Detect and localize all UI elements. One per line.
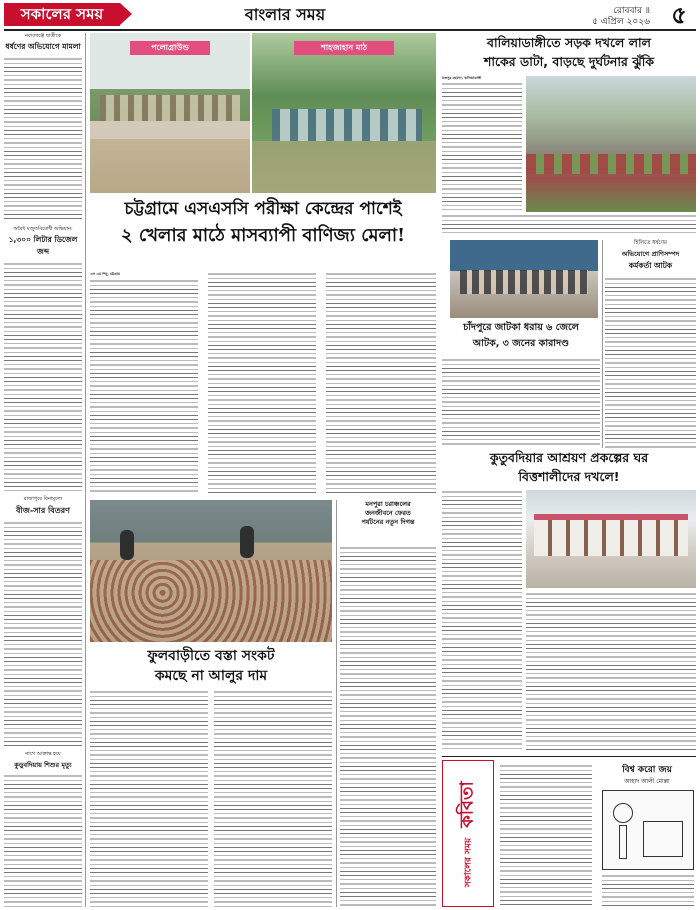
kutubdia-text-col-2 [526,592,696,752]
main-article-col-3 [326,272,436,495]
kutubdia-headline-line-1: কুতুবদিয়ার আশ্রয়ণ প্রকল্পের ঘর [489,450,649,465]
photo-shahjahan-field [252,33,436,193]
kutubdia-text-col-1 [442,490,522,752]
main-article-col-1 [90,279,198,495]
left-headline-1: ধর্ষণের অভিযোগে মামলা [5,42,81,51]
ad-vertical-word: কবিতা [456,781,478,828]
potato-headline-line-1: ফুলবাড়ীতে বস্তা সংকট [147,648,275,664]
ad-vertical-logo-text: সকালের সময় [463,837,474,888]
hili-text [605,277,696,449]
ad-illustration [602,790,694,870]
jatka-headline-line-2: আটক, ৩ জনের কারাদণ্ড [472,338,570,349]
masthead-logo: সকালের সময় [4,3,120,26]
left-article-4-text [4,774,82,910]
masthead [0,0,700,30]
column-divider-monpura [336,500,337,907]
hili-kicker: হিলিতে ধর্ষণের [634,240,667,246]
left-headline-4-kicker: নাগে আক্রান্ত হয়ে [25,751,61,757]
main-headline-block [90,197,436,269]
photo-polo-ground [90,33,250,193]
potato-text-col-2 [214,690,332,907]
left-headline-3: বীজ-সার বিতরণ [16,506,70,515]
main-article [90,272,436,496]
ad-poem-col-1 [500,764,592,907]
baliadangi-headline-line-1: বালিয়াডাঙ্গীতে সড়ক দখলে লাল [487,35,651,50]
monpura-text [340,546,436,907]
masthead-rule [4,29,696,31]
issue-date: ৫ এপ্রিল ২০২৬ [592,17,650,27]
column-divider-hili [602,240,603,448]
photo-housing-project [526,490,696,588]
hili-block [605,240,696,448]
main-headline-line-2: ২ খেলার মাঠে মাসব্যাপী বাণিজ্য মেলা! [120,225,406,246]
page-number: ৫ [671,0,687,29]
potato-headline-line-2: কমছে না আলুর দাম [154,668,268,684]
photo-label-polo: পলোগ্রাউন্ড [130,41,210,55]
main-article-col-2 [208,272,316,495]
kutubdia-headline-line-2: বিত্তশালীদের দখলে! [518,469,620,484]
baliadangi-text-col-1 [442,82,522,210]
left-headline-4: কুড়ুবদিয়ায় শিশুর মৃত্যু [14,761,72,769]
left-column [4,33,82,907]
ad-rule [442,756,696,757]
monpura-headline-line-1: মনপুরা চরাঞ্চলের [365,500,411,508]
monpura-headline [340,500,436,544]
monpura-headline-line-2: জনজীবনে ফেরত [365,509,411,517]
section-title: বাংলার সময় [244,5,326,24]
jatka-headline [442,320,600,356]
left-headline-1-kicker: নবাবগঞ্জে ছাত্রীকে [24,33,62,39]
hili-headline-line-1: অভিযোগে প্রাণিসম্পদ [621,250,680,258]
masthead-arrow [120,3,132,25]
left-article-2-text [4,262,82,492]
issue-day: রোববার ॥ [613,6,650,16]
column-divider [85,33,86,907]
ad-poet: আহাদ আলী মোল্লা [624,778,670,785]
main-headline-line-1: চট্টগ্রামে এসএসসি পরীক্ষা কেন্দ্রের পাশেই [124,199,402,219]
monpura-headline-line-3: পর্যটনের নতুন দিগন্ত [361,518,415,526]
ad-poem-col-2 [602,874,694,907]
left-headline-2-kicker: অবৈধ মজুতবিরোধী অভিযান: [13,226,73,232]
ad-vertical-logo [442,760,494,907]
baliadangi-headline [442,33,696,73]
ad-poem-title: বিশ্ব করো জয় [622,765,672,775]
left-headline-2: ১,৩০০ লিটার ডিজেল জব্দ [8,235,78,256]
kutubdia-headline [442,448,696,486]
main-dateline: এস এম শিমু, চট্টগ্রাম [90,272,121,276]
potato-headline [90,646,332,686]
baliadangi-headline-line-2: শাকের ডাটা, বাড়ছে দুর্ঘটনার ঝুঁকি [483,54,655,69]
jatka-headline-line-1: চাঁদপুরে জাটকা ধরায় ৬ জেলে [463,322,579,333]
hili-headline-line-2: কর্মকর্তা আটক [628,261,673,270]
photo-potato-sacks [90,500,332,642]
photo-label-shahjahan: শাহজাহান মাঠ [294,41,394,55]
left-article-1-text [4,57,82,222]
photo-road-vegetables [526,76,696,212]
baliadangi-byline: মজনুর রহমান, বালিয়াডাঙ্গী [442,76,482,80]
photo-fishermen [450,240,598,318]
potato-text-col-1 [90,690,208,907]
baliadangi-text-col-2 [442,214,696,236]
left-article-3-text [4,521,82,747]
jatka-text [442,358,600,446]
left-headline-3-kicker: রাজাপুরে বিনামূল্যে [23,496,63,502]
